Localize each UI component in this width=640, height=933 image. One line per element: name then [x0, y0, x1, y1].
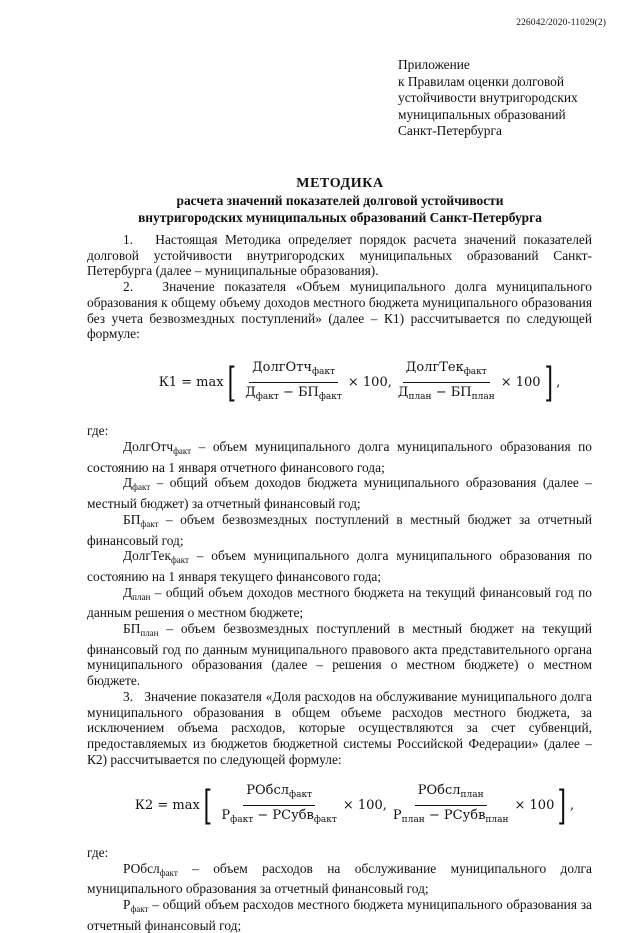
formula-k2-f2-num: РОбсл	[417, 783, 461, 799]
formula-minus: −	[257, 808, 269, 824]
formula-minus: −	[435, 384, 447, 400]
formula-minus: −	[428, 808, 440, 824]
definition-text: – объем безвозмездных поступлений в местный бюджет за отчетный финансовый год;	[87, 511, 592, 548]
formula-k2-lhs: К2 = max	[134, 798, 200, 814]
formula-k1-fraction-1	[242, 360, 345, 405]
definition-text: – общий объем расходов местного бюджета муниципального образования за отчетный финансовый год;	[87, 896, 592, 933]
paragraph-2: 2. Значение показателя «Объем муниципального долга муниципального образования к общему объему доходов местного бюджета муниципального образования без учета безвозмездных поступлений» (далее – К1) рассчитывается по следующей формуле:	[87, 279, 592, 342]
definition-item	[87, 475, 592, 511]
formula-k2-f1-num: РОбсл	[246, 783, 290, 799]
term-sub: факт	[170, 555, 189, 566]
term-sub: план	[140, 628, 159, 639]
formula-k2-f1-den-b-sub: факт	[313, 815, 337, 826]
term-base: РОбсл	[123, 860, 160, 876]
formula-k1-fraction-2	[395, 360, 498, 405]
formula-k2-close-bracket: ]	[557, 783, 567, 830]
term-base: БП	[123, 621, 141, 637]
definition-item	[87, 439, 592, 475]
definition-item	[87, 585, 592, 621]
formula-k2-open-bracket: [	[203, 783, 212, 830]
formula-k2-fraction-1	[218, 783, 339, 828]
formula-k1-close-bracket: ]	[544, 359, 553, 406]
term-sub: факт	[140, 518, 159, 529]
definition-item	[87, 548, 592, 584]
appendix-line: муниципальных образований	[398, 106, 566, 122]
appendix-line: Приложение	[398, 57, 470, 72]
appendix-caption	[398, 57, 628, 140]
formula-k1-f1-num-sub: факт	[312, 366, 336, 377]
definition-text: – общий объем доходов бюджета муниципального образования (далее – местный бюджет) за отчетный финансовый год;	[87, 475, 592, 512]
document-number: 226042/2020-11029(2)	[516, 18, 606, 28]
term-sub: факт	[173, 446, 192, 457]
formula-k1-f2-den-a: Д	[397, 384, 409, 400]
term-sub: факт	[130, 903, 149, 914]
formula-minus: −	[282, 384, 294, 400]
appendix-line: устойчивости внутригородских	[398, 90, 578, 106]
title-line-2: внутригородских муниципальных образований Санкт-Петербурга	[138, 209, 542, 225]
where-label-2: где:	[87, 844, 109, 860]
formula-k2-times-b: × 100	[514, 798, 555, 814]
document-title	[60, 175, 620, 226]
term-base: Р	[123, 896, 131, 912]
formula-k2-fraction-2	[390, 783, 512, 828]
formula-k1-f1-den-a: Д	[245, 384, 256, 400]
term-base: Д	[123, 584, 133, 600]
definition-text: – общий объем доходов местного бюджета на текущий финансовый год по данным решения о местном бюджете;	[87, 584, 592, 621]
formula-k1-f1-den-b: БП	[297, 384, 319, 400]
definition-text: – объем расходов на обслуживание муниципального долга муниципального образования за отчетный финансовый год;	[87, 860, 592, 897]
definition-text: – объем муниципального долга муниципального образования по состоянию на 1 января отчетного финансового года;	[87, 439, 592, 475]
formula-k1-f2-num: ДолгТек	[405, 359, 464, 375]
formula-k2-f2-den-b: РСубв	[443, 808, 486, 824]
paragraph-1: 1. Настоящая Методика определяет порядок расчета значений показателей долговой устойчивости внутригородских муниципальных образований Санкт-Петербурга (далее – муниципальные образования).	[87, 232, 592, 279]
formula-k1-times-a: × 100,	[347, 374, 392, 390]
term-base: Д	[123, 475, 133, 491]
formula-k2-f2-den-b-sub: план	[485, 815, 509, 826]
document-body	[87, 232, 592, 933]
formula-k2-f1-den-a: Р	[221, 808, 231, 824]
definition-item	[87, 861, 592, 897]
formula-k1-open-bracket: [	[227, 359, 236, 406]
formula-k2	[117, 783, 592, 828]
formula-k2-comma: ,	[569, 798, 575, 814]
formula-k1-f1-num: ДолгОтч	[252, 359, 312, 375]
definition-item	[87, 897, 592, 933]
formula-k2-f2-num-sub: план	[460, 790, 484, 801]
appendix-line: к Правилам оценки долговой	[398, 73, 565, 89]
definition-text: – объем муниципального долга муниципального образования по состоянию на 1 января текущего финансового года;	[87, 548, 592, 584]
formula-k2-f1-den-b: РСубв	[272, 808, 314, 824]
formula-k1-comma: ,	[556, 374, 561, 390]
term-base: БП	[123, 511, 141, 527]
formula-k1-lhs: К1 = max	[158, 374, 224, 390]
formula-k1-f2-den-b: БП	[450, 384, 472, 400]
appendix-line: Санкт-Петербурга	[398, 123, 502, 139]
definition-text: – объем безвозмездных поступлений в местный бюджет на текущий финансовый год по данным муниципального правового акта представительного органа муниципального образования (далее – решения о местном бюджете) о местном бюджете.	[87, 621, 592, 689]
formula-k1-times-b: × 100	[500, 374, 541, 390]
formula-k1-f1-den-a-sub: факт	[255, 391, 279, 402]
formula-k2-f2-den-a: Р	[392, 808, 402, 824]
term-sub: факт	[132, 482, 151, 493]
title-main: МЕТОДИКА	[296, 176, 384, 191]
term-base: ДолгТек	[123, 548, 171, 564]
formula-k1-f2-num-sub: факт	[463, 366, 487, 377]
formula-k1-f2-den-a-sub: план	[408, 391, 432, 402]
term-sub: факт	[159, 867, 178, 878]
definition-item	[87, 512, 592, 548]
definition-item	[87, 621, 592, 689]
term-sub: план	[132, 591, 151, 602]
paragraph-3: 3. Значение показателя «Доля расходов на обслуживание муниципального долга муниципального образования в общем объеме расходов местного бюджета, за исключением объема расходов, которые осуществляются за счет субвенций, предоставляемых из бюджетов бюджетной системы Российской Федерации» (далее – К2) рассчитывается по следующей формуле:	[87, 688, 592, 767]
formula-k1	[127, 360, 592, 405]
where-label-1: где:	[87, 423, 109, 439]
formula-k2-f1-den-a-sub: факт	[230, 815, 254, 826]
formula-k1-f1-den-b-sub: факт	[318, 391, 342, 402]
formula-k2-f2-den-a-sub: план	[401, 815, 425, 826]
formula-k1-f2-den-b-sub: план	[471, 391, 495, 402]
term-base: ДолгОтч	[123, 439, 174, 455]
title-line-1: расчета значений показателей долговой устойчивости	[176, 193, 504, 208]
formula-k2-times-a: × 100,	[342, 798, 387, 814]
formula-k2-f1-num-sub: факт	[289, 790, 313, 801]
